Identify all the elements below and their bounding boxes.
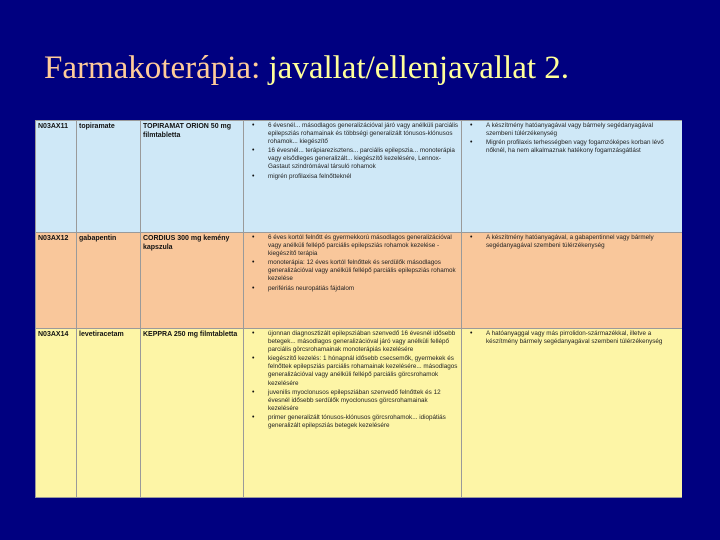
table-row (36, 233, 683, 329)
drug-table-image (35, 120, 682, 498)
atc-code: N03AX11 (36, 121, 77, 233)
indication-item: • migrén profilaxisa felnőtteknél (246, 173, 459, 181)
contraindication-item: • A hatóanyaggal vagy más pirrolidon-származékkal, illetve a készítmény bármely segédanyagával szembeni túlérzékenység (464, 330, 680, 346)
contraindication-item: • Migrén profilaxis terhességben vagy fogamzóképes korban lévő nőknél, ha nem alkalmaznak hatékony fogamzásgátlást (464, 139, 680, 155)
title-part-b: javallat/ellenjavallat 2. (260, 50, 570, 86)
indication-item: • újonnan diagnosztizált epilepsziában szenvedő 16 évesnél idősebb betegek... másodlagos generalizációval járó vagy anélküli fellépő parciális görcsrohamainak monoterápiás kezelésére (246, 330, 459, 354)
indication-item: • 6 éves kortól felnőtt és gyermekkorú másodlagos generalizációval vagy anélküli fellépő parciális epilepsziás rohamok kezelése - kiegészítő terápia (246, 234, 459, 258)
atc-code: N03AX14 (36, 329, 77, 498)
contraindication-item: • A készítmény hatóanyagával, a gabapentinnel vagy bármely segédanyagával szembeni túlérzékenység (464, 234, 680, 250)
inn-name: gabapentin (77, 233, 141, 329)
indication-item: • perifériás neuropátiás fájdalom (246, 285, 459, 293)
inn-name: topiramate (77, 121, 141, 233)
contraindications-cell (462, 329, 683, 498)
table-row (36, 121, 683, 233)
title-part-a: Farmakoterápia: (44, 50, 261, 86)
indication-item: • monoterápia: 12 éves kortól felnőttek és serdülők másodlagos generalizációval vagy anélküli fellépő parciális epilepsziás rohamok kezelése (246, 259, 459, 283)
inn-name: levetiracetam (77, 329, 141, 498)
contraindications-cell (462, 121, 683, 233)
indication-item: • juvenilis myoclonusos epilepsziában szenvedő felnőttek és 12 évesnél idősebb serdülők myoclonusos görcsrohamainak kezelésére (246, 389, 459, 413)
product-name: TOPIRAMAT ORION 50 mg filmtabletta (141, 121, 244, 233)
indication-item: • 6 évesnél... másodlagos generalizációval járó vagy anélküli parciális epilepsziás rohamainak és többségi generalizált tónusos-klónusos rohamok... kiegészítő (246, 122, 459, 146)
indications-cell (244, 121, 462, 233)
table-row (36, 329, 683, 498)
contraindication-item: • A készítmény hatóanyagával vagy bármely segédanyagával szembeni túlérzékenység (464, 122, 680, 138)
indications-cell (244, 329, 462, 498)
product-name: KEPPRA 250 mg filmtabletta (141, 329, 244, 498)
drug-table (35, 120, 682, 498)
indication-item: • kiegészítő kezelés: 1 hónapnál idősebb csecsemők, gyermekek és felnőttek epilepsziás parciális rohamainak kezelésére... másodlagos generalizációval vagy anélküli fellépő parciális görcsrohamok kezelésére (246, 355, 459, 387)
slide-title (44, 48, 569, 88)
indication-item: • primer generalizált tónusos-klónusos görcsrohamok... idiopátiás generalizált epilepsziás betegek kezelésére (246, 414, 459, 430)
indications-cell (244, 233, 462, 329)
product-name: CORDIUS 300 mg kemény kapszula (141, 233, 244, 329)
atc-code: N03AX12 (36, 233, 77, 329)
indication-item: • 16 évesnél... terápiarezisztens... parciális epilepszia... monoterápia vagy elsődleges generalizált... kiegészítő kezelésére, Lennox-Gastaut szindrómával társuló rohamok (246, 147, 459, 171)
contraindications-cell (462, 233, 683, 329)
